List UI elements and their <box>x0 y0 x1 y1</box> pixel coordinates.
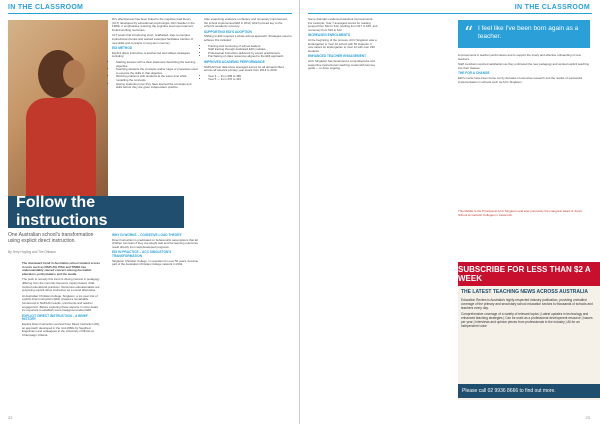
page-number: 22 <box>8 415 13 420</box>
article-intro: One Australian school's transformation using explicit direct instruction. <box>8 232 94 244</box>
subscribe-title: THE LATEST TEACHING NEWS ACROSS AUSTRALIA <box>461 289 589 295</box>
paragraph: Singleton Christian College, in operation for over 50 years, became part of the Australian Christian College network in 2011. <box>112 258 198 267</box>
paragraph: After examining evidence on literacy and numeracy improvement, the school implemented EDI in 2013, which proved key to the school's academic recovery. <box>204 17 288 29</box>
article-column-5 <box>458 54 590 86</box>
divider <box>308 13 592 14</box>
list-item: • Year 3 — from 399 to 486 <box>208 75 292 79</box>
list-item: • Training and mentoring of school leaders. <box>208 45 292 49</box>
subscribe-call[interactable]: Please call 02 9936 8666 to find out more. <box>458 384 600 398</box>
paragraph: NAPLAN test data show averaged scores for all domains lifted across all relevant primary year levels from 2013 to 2019. <box>204 64 284 73</box>
paragraph: Shifting to EDI required a whole-school approach. Strategies used to achieve this included: <box>204 34 292 42</box>
subheading: WHY DI WORKS – COGNITIVE LOAD THEORY <box>112 233 182 237</box>
list-item: • Staff training through dedicated EDI modules. <box>208 48 292 52</box>
naplan-list <box>204 75 292 82</box>
paragraph: At Australian Christian College, Singleton, a six-year trial of explicit direct instruction (EDI) created a remarkable turnaround in NAPLAN results, enrolments and teacher engagement. Before exploring these aspects in more detail, it's important to establish some background about EDI. <box>22 293 99 313</box>
subheading: EXPLICIT DIRECT INSTRUCTION – A BRIEF HISTORY <box>22 313 88 322</box>
subheading: THE FOR A CHANGE <box>458 71 490 76</box>
right-page <box>300 0 600 424</box>
list-item: • Working problems with students at the same time while modelling the concepts. <box>116 75 198 82</box>
photo-face <box>63 60 85 88</box>
list-item: • Purchasing of class resources aligned to the EDI approach. <box>208 55 292 59</box>
article-column-3 <box>204 18 292 84</box>
method-list <box>112 61 198 90</box>
paragraph: Explicit Direct Instruction evolved from Direct Instruction (DI), an approach developed in the mid-1960s by Siegfried Engelmann and colleagues at the University of Illinois at Champaign-Urbana. <box>22 321 100 337</box>
article-column-2b <box>112 232 198 269</box>
list-item: • Teaching students the concepts and/or steps or processes used to execute the skills in that objective. <box>116 68 198 75</box>
subscribe-text: Comprehensive coverage of a variety of relevant topics | Latest updates in technology and enhanced teaching strategies | Can be used as a professional development resource | Issues per year | Interviews and opinion pieces from professionals in the industry | All for an independent voice <box>461 312 593 328</box>
article-column-4 <box>308 18 378 73</box>
paragraph: improvements in teacher performance and to support the timely and effective onboarding of new teachers. <box>458 53 581 61</box>
paragraph: ACC Singleton has developed a comprehensive and supportive instructional coaching model with two key goals — to drive ongoing <box>308 58 376 71</box>
subscribe-text: Education Review is Australia's highly-respected industry publication, providing unrivalled coverage of the primary and secondary school education sectors to thousands of schools and teachers every day. <box>461 298 593 310</box>
subheading: INCREASED ENROLMENTS <box>308 33 350 38</box>
article-photo <box>8 20 108 196</box>
pull-quote <box>458 20 590 48</box>
author-bio: This Middle is the Principal at ACC Singleton and was previously the inaugural Head of Junior School at Catholic Colleges in Cessnock. <box>458 209 583 217</box>
subscribe-ad <box>458 286 600 400</box>
paragraph: CLT posits that introducing short, scaffolded, step-to-complex instructional chunks and worked examples facilitates transfer of new skills and concepts to long-term memory. <box>112 33 193 45</box>
paragraph: The push to remedy this trend is driving interest in pedagogy differing from the currently favoured, inquiry-based, child-centred educational practices. Numerous educationalists are proposing explicit direct instruction as a sound alternative. <box>22 277 100 293</box>
article-column-2 <box>112 18 198 92</box>
subscribe-banner[interactable]: SUBSCRIBE FOR LESS THAN $2 A WEEK <box>458 262 600 286</box>
paragraph: Staff members reported satisfaction as they embraced the new pedagogy and worked explicit teaching into their classes. <box>458 62 589 70</box>
paragraph: Direct Instruction is predicated on behaviourist assumptions that all children can learn if they are taught well and the learning outcomes result directly from well-developed programs. <box>112 237 198 249</box>
list-item: • Professional instruction delivered by expert practitioners. <box>208 52 292 56</box>
page-number: 23 <box>585 415 590 420</box>
quote-icon: “ <box>464 23 474 44</box>
subheading: SUPPORTING EDI'S ADOPTION <box>204 29 252 34</box>
lead-paragraph: The downward trend in Australian school student scores in tests such as NAPLAN, PISA and TIMSS has understandably caused concern among Australian educators, policymakers and the media. <box>22 261 100 276</box>
subheading: EDI IN PRACTICE – ACC SINGLETON'S TRANSFORMATION <box>112 250 172 258</box>
paragraph: At the beginning of the process, ACC Singleton was a kindergarten to Year 10 school with 50 students. It now caters for kindergarten to Year 12 with over 230 students. <box>308 37 377 53</box>
photo-shirt <box>26 98 96 196</box>
paragraph: EDI's merits have been borne out by decades of extensive research and the results of successful implementation in schools such as ACC Singleton. <box>458 75 582 84</box>
article-column-1 <box>22 262 102 339</box>
subheading: EDI METHOD <box>112 46 133 51</box>
paragraph: Explicit direct instruction is teacher-led and utilises strategies including: <box>112 50 190 59</box>
byline: By Terry Hoyling and Tim Ohlsson <box>8 250 56 254</box>
paragraph: Some dramatic evidenced standout improvements. For example, Year 7 averaged scores for reading jumped from 542 to 612, spelling from 517 to 646, and numeracy from 519 to 612. <box>308 17 378 32</box>
article-title: Follow the instructions <box>16 194 108 229</box>
list-item: • Year 5 — from 470 to 491 <box>208 78 292 82</box>
subheading: ENHANCED TEACHER ENGAGEMENT <box>308 54 367 59</box>
subheading: IMPROVED ACADEMIC PERFORMANCE <box>204 59 265 64</box>
support-list <box>204 45 292 59</box>
list-item: • Starting lessons with a clear statement describing the learning objective. <box>116 61 198 68</box>
list-item: • Having students prove they have learned the concepts and skills before they are given independent practice. <box>116 83 198 90</box>
pull-quote-text: I feel like I've been born again as a teacher. <box>478 25 579 40</box>
article-title-banner <box>8 196 184 228</box>
paragraph: DI's effectiveness has been linked to the cognitive load theory (CLT) developed by educational psychologist John Sweller in the 1980s. It emphasises reducing the cognitive load upon learners' limited working memories. <box>112 17 195 32</box>
divider <box>8 13 292 14</box>
section-head: IN THE CLASSROOM <box>514 4 590 11</box>
section-head: IN THE CLASSROOM <box>8 4 84 11</box>
